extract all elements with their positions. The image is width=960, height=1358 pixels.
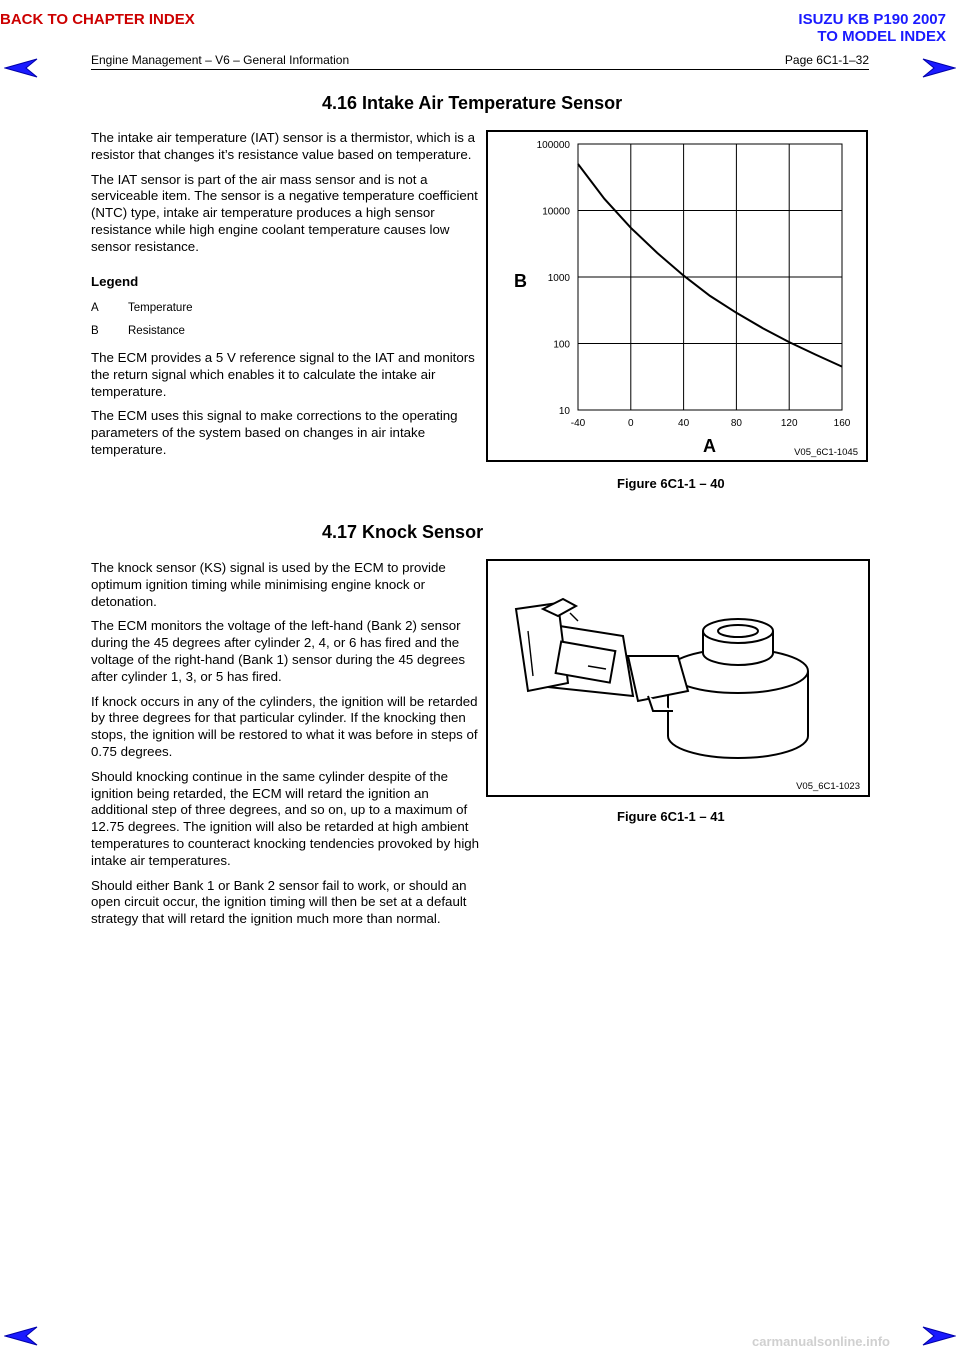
y-tick-label: 100000 bbox=[536, 140, 570, 151]
legend-item bbox=[91, 323, 483, 340]
knock-paragraph-3: If knock occurs in any of the cylinders, the ignition will be retarded by three degrees for that particular cylinder. If the knocking then stops, the ignition will be restored to what it was before in steps of 0.75 degrees. bbox=[91, 693, 478, 759]
page-number: Page 6C1-1–32 bbox=[784, 53, 869, 67]
iat-resistance-chart bbox=[488, 132, 866, 460]
x-axis-ticks bbox=[571, 418, 851, 429]
legend-title: Legend bbox=[91, 273, 139, 289]
y-axis-ticks bbox=[537, 140, 571, 417]
back-to-chapter-index-link[interactable]: BACK TO CHAPTER INDEX bbox=[0, 11, 195, 28]
figure-code: V05_6C1-1023 bbox=[796, 781, 860, 792]
knock-paragraph-5: Should either Bank 1 or Bank 2 sensor fail to work, or should an open circuit occur, the ignition timing will then be set at a default strategy that will retard the ignition much more than normal. bbox=[91, 877, 467, 927]
y-tick-label: 100 bbox=[553, 339, 570, 351]
x-axis-label: A bbox=[703, 436, 716, 456]
prev-page-bottom-arrow-icon[interactable] bbox=[4, 1326, 38, 1346]
to-model-index-label: TO MODEL INDEX bbox=[817, 28, 946, 45]
y-tick-label: 1000 bbox=[547, 273, 570, 284]
chart-grid bbox=[578, 144, 842, 410]
next-page-bottom-arrow-icon[interactable] bbox=[922, 1326, 956, 1346]
next-page-arrow-icon[interactable] bbox=[922, 58, 956, 78]
iat-paragraph-2: The IAT sensor is part of the air mass sensor and is not a serviceable item. The sensor is a negative temperature coefficient (NTC) type, intake air temperature produces a high sensor resistance while high engine coolant temperature causes low sensor resistance. bbox=[91, 171, 478, 254]
iat-resistance-figure bbox=[486, 130, 868, 462]
knock-sensor-illustration bbox=[488, 561, 868, 795]
legend-text: Temperature bbox=[128, 302, 193, 315]
footer-site-watermark: carmanualsonline.info bbox=[752, 1334, 890, 1349]
knock-sensor-figure bbox=[486, 559, 870, 797]
knock-text-column bbox=[91, 560, 483, 936]
x-tick-label: 0 bbox=[628, 418, 634, 429]
section-heading-iat: 4.16 Intake Air Temperature Sensor bbox=[322, 93, 623, 113]
knock-paragraph-1: The knock sensor (KS) signal is used by the ECM to provide optimum ignition timing while minimising engine knock or detonation. bbox=[91, 560, 446, 609]
iat-paragraph-4: The ECM uses this signal to make corrections to the operating parameters of the system based on changes in air intake temperature. bbox=[91, 408, 458, 457]
knock-paragraph-2: The ECM monitors the voltage of the left-hand (Bank 2) sensor during the 45 degrees after cylinder 2, 4, or 6 has fired and the voltage of the right-hand (Bank 1) sensor during the 45 degrees after cylinder 1, 3, or 5 has fired. bbox=[91, 618, 466, 684]
model-title: ISUZU KB P190 2007 bbox=[798, 11, 946, 28]
legend-key: B bbox=[91, 325, 99, 338]
knock-paragraph-4: Should knocking continue in the same cylinder despite of the ignition being retarded, the ECM will retard the ignition an additional step of three degrees, and so on, up to a maximum of 12.75 degrees. The ignition will also be retarded at high ambient temperatures to counteract knocking tendencies provoked by high intake air temperatures. bbox=[91, 768, 480, 868]
y-tick-label: 10000 bbox=[542, 206, 570, 218]
figure-40-caption: Figure 6C1-1 – 40 bbox=[617, 476, 725, 491]
y-axis-label: B bbox=[514, 271, 527, 291]
x-tick-label: 120 bbox=[780, 418, 798, 429]
iat-paragraph-1: The intake air temperature (IAT) sensor is a thermistor, which is a resistor that changes it’s resistance value based on temperature. bbox=[91, 130, 476, 162]
x-tick-label: 40 bbox=[678, 418, 690, 429]
document-title: Engine Management – V6 – General Information bbox=[91, 53, 350, 67]
x-tick-label: 80 bbox=[730, 418, 742, 429]
legend-text: Resistance bbox=[128, 325, 185, 338]
y-tick-label: 10 bbox=[558, 406, 570, 417]
figure-41-caption: Figure 6C1-1 – 41 bbox=[617, 809, 725, 824]
header-rule bbox=[91, 69, 869, 70]
prev-page-arrow-icon[interactable] bbox=[4, 58, 38, 78]
resistance-curve bbox=[578, 164, 842, 367]
x-tick-label: -40 bbox=[570, 418, 586, 429]
iat-text-column bbox=[91, 130, 483, 467]
iat-paragraph-3: The ECM provides a 5 V reference signal to the IAT and monitors the return signal which enables it to calculate the intake air temperature. bbox=[91, 349, 475, 399]
x-tick-label: 160 bbox=[833, 418, 851, 429]
figure-code: V05_6C1-1045 bbox=[794, 447, 858, 458]
section-heading-knock: 4.17 Knock Sensor bbox=[322, 522, 484, 542]
legend-key: A bbox=[91, 302, 99, 315]
legend-item bbox=[91, 300, 483, 317]
model-index-link[interactable] bbox=[798, 11, 946, 45]
